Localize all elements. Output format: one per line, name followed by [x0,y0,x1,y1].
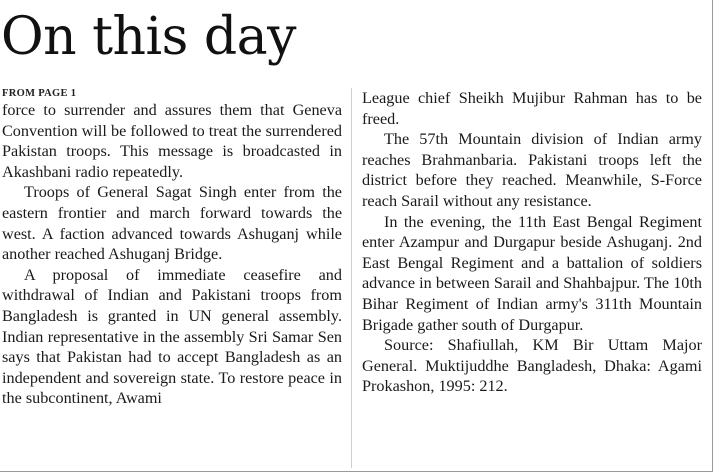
paragraph: In the evening, the 11th East Bengal Regiment enter Azampur and Durgapur beside Ashuganj. 2nd East Bengal Regiment and a battalion of soldiers advance in between Sarail and Shahbajpur. The 10th Bihar Regiment of Indian army's 311th Mountain Brigade gather south of Durgapur. [362,212,702,334]
paragraph: Troops of General Sagat Singh enter from the eastern frontier and march forward towards the west. A faction advanced towards Ashuganj while another reached Ashuganj Bridge. [2,183,342,264]
headline: On this day [1,7,297,67]
left-column [2,88,342,409]
kicker-label: FROM PAGE 1 [2,88,77,99]
source-citation: Source: Shafiullah, KM Bir Uttam Major General. Muktijuddhe Bangladesh, Dhaka: Agami Prokashon, 1995: 212. [362,336,702,396]
right-column [362,88,702,397]
paragraph: The 57th Mountain division of Indian army reaches Brahmanbaria. Pakistani troops left the district before they reached. Meanwhile, S-Force reach Sarail without any resistance. [362,130,702,210]
column-divider [351,88,352,468]
paragraph: force to surrender and assures them that Geneva Convention will be followed to treat the surrendered Pakistan troops. This message is broadcasted in Akashbani radio repeatedly. [2,101,342,181]
paragraph: League chief Sheikh Mujibur Rahman has to be freed. [362,89,702,128]
paragraph: A proposal of immediate ceasefire and withdrawal of Indian and Pakistani troops from Bangladesh is granted in UN general assembly. Indian representative in the assembly Sri Samar Sen says that Pakistan had to accept Bangladesh as an independent and sovereign state. To restore peace in the subcontinent, Awami [2,265,342,408]
